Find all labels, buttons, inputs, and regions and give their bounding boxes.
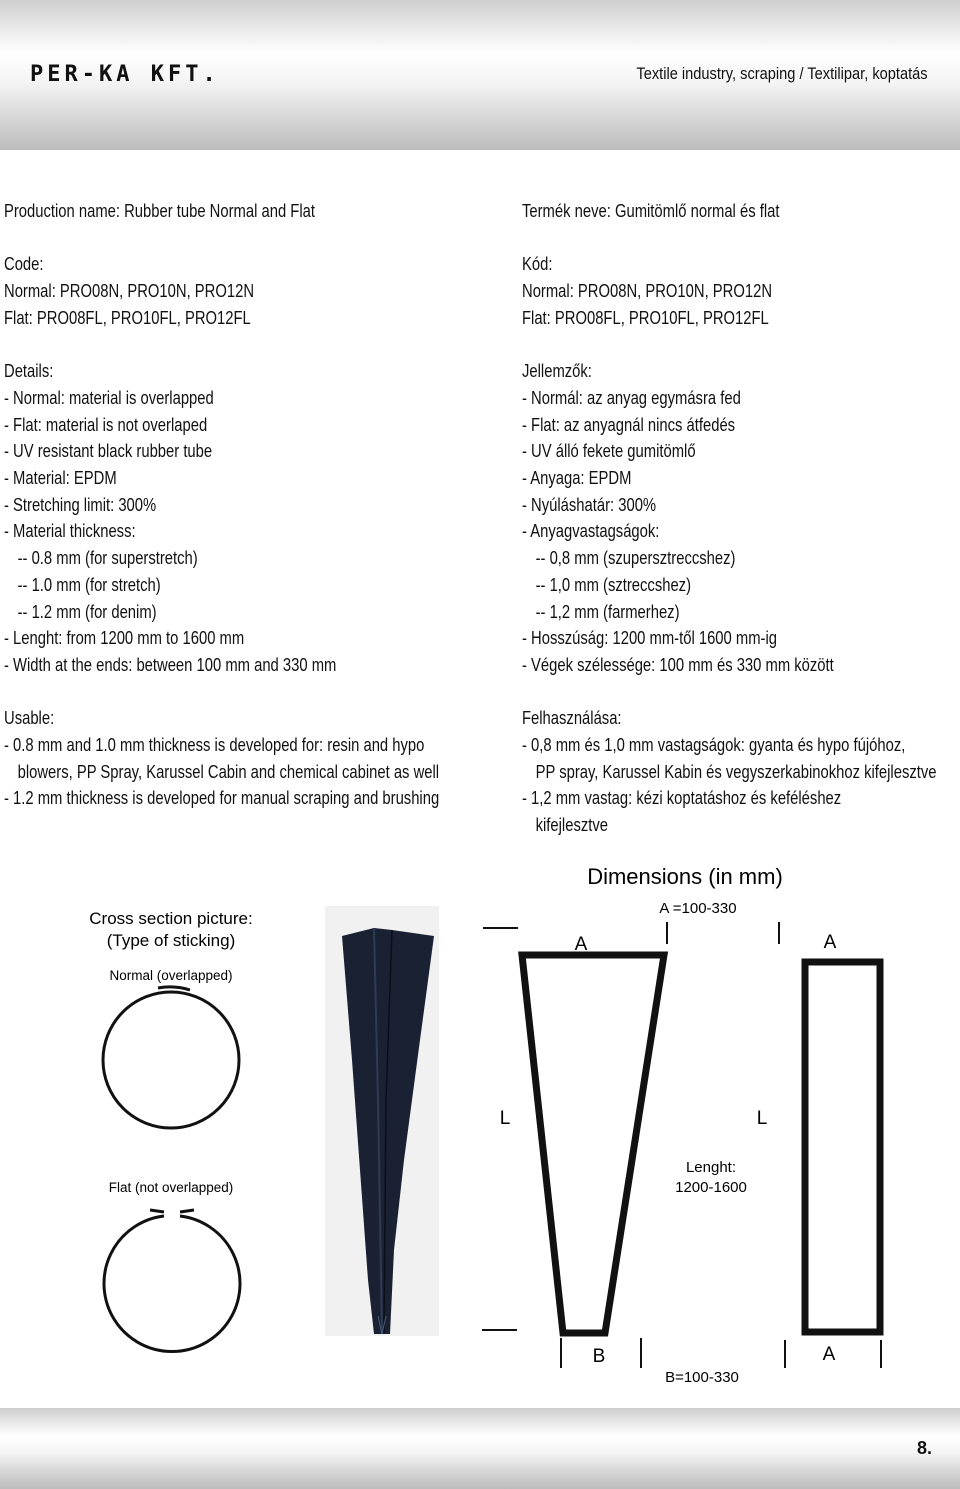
l-right-label: L [756, 1108, 768, 1129]
code-flat: Flat: PRO08FL, PRO10FL, PRO12FL [4, 306, 251, 328]
usable-item: - 0,8 mm és 1,0 mm vastagságok: gyanta és hypo fújóhoz, [522, 734, 906, 756]
flat-cross-section-ring [104, 1210, 240, 1352]
length-spec: - Hosszúság: 1200 mm-től 1600 mm-ig [522, 627, 777, 649]
usable-item-continued: PP spray, Karussel Kabin és vegyszerkabinokhoz kifejlesztve [535, 760, 937, 782]
rectangle-shape [805, 962, 880, 1332]
flat-label: Flat (not overlapped) [108, 1180, 234, 1195]
detail-item: - Anyagvastagságok: [522, 520, 660, 542]
thickness-item: -- 0,8 mm (szupersztreccshez) [535, 547, 736, 569]
a-range-label: A =100-330 [659, 900, 737, 917]
detail-item: - Normál: az anyag egymásra fed [522, 386, 741, 408]
rubber-tube-photo [342, 928, 434, 1334]
cross-section-subtitle: (Type of sticking) [106, 931, 236, 950]
usable-item-continued: blowers, PP Spray, Karussel Cabin and chemical cabinet as well [17, 760, 440, 782]
thickness-item: -- 0.8 mm (for superstretch) [17, 547, 198, 569]
detail-item: - Flat: material is not overlaped [4, 413, 208, 435]
detail-item: - Flat: az anyagnál nincs átfedés [522, 413, 736, 435]
detail-item: - Normal: material is overlapped [4, 386, 214, 408]
a-left-label: A [574, 934, 588, 955]
normal-label: Normal (overlapped) [109, 968, 233, 983]
company-name: PER-KA KFT. [30, 62, 220, 87]
cross-section-title: Cross section picture: [89, 909, 253, 928]
l-left-label: L [499, 1108, 511, 1129]
thickness-item: -- 1,2 mm (farmerhez) [535, 600, 680, 622]
code-normal: Normal: PRO08N, PRO10N, PRO12N [4, 280, 255, 302]
details-label: Jellemzők: [522, 360, 592, 382]
trapezoid-shape [522, 955, 664, 1333]
detail-item: - UV álló fekete gumitömlő [522, 440, 696, 462]
usable-item: - 1,2 mm vastag: kézi koptatáshoz és keféléshez [522, 787, 842, 809]
page-footer [0, 1408, 960, 1489]
dimensions-title: Dimensions (in mm) [587, 864, 783, 889]
usable-label: Usable: [4, 707, 55, 729]
usable-item-continued: kifejlesztve [535, 814, 608, 836]
detail-item: - Anyaga: EPDM [522, 467, 632, 488]
width-spec: - Width at the ends: between 100 mm and 330 mm [4, 653, 337, 675]
header-subtitle: Textile industry, scraping / Textilipar, koptatás [636, 64, 928, 83]
detail-item: - Stretching limit: 300% [4, 493, 157, 515]
usable-item: - 0.8 mm and 1.0 mm thickness is developed for: resin and hypo [4, 734, 425, 756]
details-label: Details: [4, 360, 54, 382]
width-spec: - Végek szélessége: 100 mm és 330 mm között [522, 653, 834, 675]
length-spec: - Lenght: from 1200 mm to 1600 mm [4, 627, 245, 649]
page-number: 8. [916, 1438, 932, 1458]
code-label: Kód: [522, 253, 553, 275]
detail-item: - Material thickness: [4, 520, 136, 542]
detail-item: - UV resistant black rubber tube [4, 440, 213, 462]
normal-cross-section-ring [103, 987, 239, 1128]
thickness-item: -- 1.0 mm (for stretch) [17, 573, 161, 595]
production-name: Production name: Rubber tube Normal and Flat [4, 200, 315, 221]
detail-item: - Nyúláshatár: 300% [522, 493, 657, 515]
thickness-item: -- 1,0 mm (sztreccshez) [535, 573, 692, 595]
b-range-label: B=100-330 [665, 1369, 739, 1386]
detail-item: - Material: EPDM [4, 467, 117, 488]
a-bottom-label: A [822, 1344, 836, 1365]
usable-item: - 1.2 mm thickness is developed for manual scraping and brushing [4, 787, 440, 809]
thickness-item: -- 1.2 mm (for denim) [17, 600, 157, 622]
usable-label: Felhasználása: [522, 707, 622, 729]
code-normal: Normal: PRO08N, PRO10N, PRO12N [522, 280, 773, 302]
b-label: B [592, 1346, 606, 1367]
a-right-label: A [823, 932, 837, 953]
production-name: Termék neve: Gumitömlő normal és flat [522, 200, 780, 221]
code-flat: Flat: PRO08FL, PRO10FL, PRO12FL [522, 306, 769, 328]
code-label: Code: [4, 253, 44, 275]
length-label: Lenght: [685, 1159, 737, 1176]
length-range-label: 1200-1600 [675, 1179, 747, 1196]
